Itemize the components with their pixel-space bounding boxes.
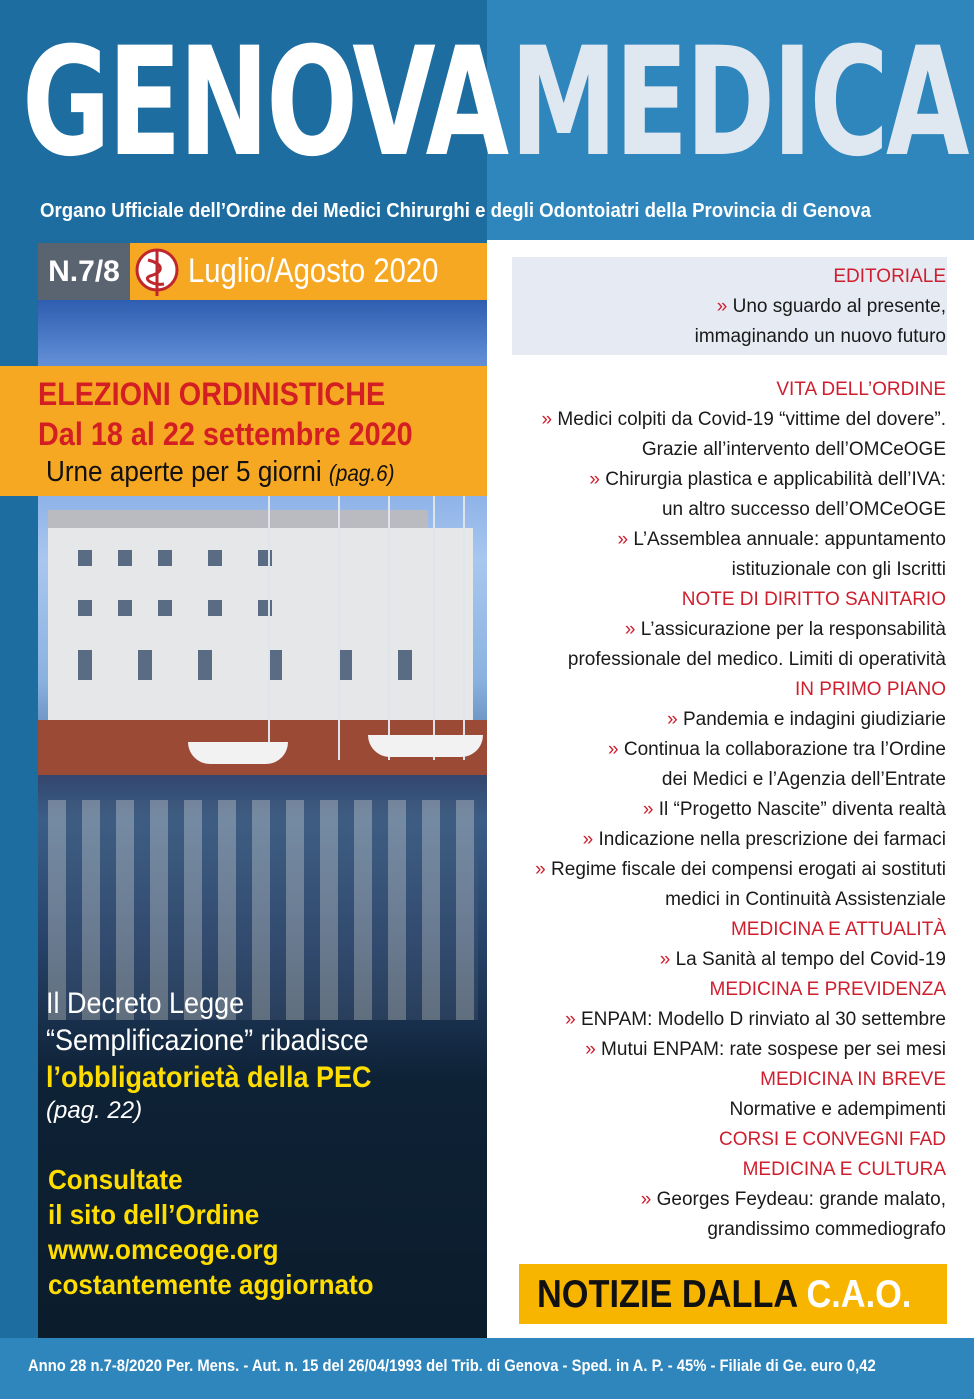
toc-section-primo-piano: IN PRIMO PIANO (795, 679, 946, 700)
toc-item-text: Uno sguardo al presente, (732, 296, 946, 317)
consult-line-4: costantemente aggiornato (48, 1269, 374, 1300)
toc-item-text: Medici colpiti da Covid-19 “vittime del dovere”. (557, 409, 946, 430)
bullet-icon: » (640, 1189, 652, 1210)
toc-section-breve: MEDICINA IN BREVE (760, 1069, 946, 1090)
toc-item (506, 1185, 946, 1215)
toc-section-corsi: CORSI E CONVEGNI FAD (719, 1129, 946, 1150)
decreto-line-2: “Semplificazione” ribadisce (46, 1024, 369, 1057)
window (398, 650, 412, 680)
toc-item-text: Il “Progetto Nascite” diventa realtà (658, 799, 946, 820)
masthead (0, 8, 974, 198)
window (118, 600, 132, 616)
toc-item-text: L’Assemblea annuale: appuntamento (633, 529, 946, 550)
boat-mast (463, 460, 465, 760)
window (78, 600, 92, 616)
toc-item-text: La Sanità al tempo del Covid-19 (675, 949, 946, 970)
toc-item-text: L’assicurazione per la responsabilità (640, 619, 946, 640)
window (138, 650, 152, 680)
toc-item: grandissimo commediografo (707, 1219, 946, 1240)
toc-section-cultura: MEDICINA E CULTURA (742, 1159, 946, 1180)
footer-text: Anno 28 n.7-8/2020 Per. Mens. - Aut. n. 15 del 26/04/1993 del Trib. di Genova - Sped. in A. P. - 45% - Filiale di Ge. euro 0,42 (28, 1356, 876, 1375)
window (208, 550, 222, 566)
election-note-text: Urne aperte per 5 giorni (46, 456, 322, 488)
toc-section-diritto: NOTE DI DIRITTO SANITARIO (681, 589, 946, 610)
toc-section-vita-ordine: VITA DELL’ORDINE (776, 379, 946, 400)
toc-item-text: ENPAM: Modello D rinviato al 30 settembre (580, 1009, 946, 1030)
boat-mast (338, 450, 340, 760)
window (78, 550, 92, 566)
decreto-line-1: Il Decreto Legge (46, 987, 245, 1020)
bullet-icon: » (541, 409, 553, 430)
consult-block (48, 1162, 398, 1302)
window (208, 600, 222, 616)
bullet-icon: » (642, 799, 654, 820)
consult-url: www.omceoge.org (48, 1234, 279, 1265)
bullet-icon: » (624, 619, 636, 640)
consult-line-1: Consultate (48, 1164, 183, 1195)
toc-item (506, 465, 946, 495)
cao-text: NOTIZIE DALLA (537, 1273, 797, 1316)
toc-item (506, 945, 946, 975)
bullet-icon: » (582, 829, 594, 850)
election-page-ref: (pag.6) (328, 460, 395, 486)
toc-item: istituzionale con gli Iscritti (731, 559, 946, 580)
decreto-block (46, 985, 476, 1126)
toc-item (506, 705, 946, 735)
bullet-icon: » (565, 1009, 576, 1030)
election-banner (0, 366, 487, 496)
toc-item: un altro successo dell’OMCeOGE (661, 499, 946, 520)
toc-item (506, 1035, 946, 1065)
bullet-icon: » (589, 469, 600, 490)
toc-item-text: Chirurgia plastica e applicabilità dell’IVA: (605, 469, 946, 490)
toc-section-previdenza: MEDICINA E PREVIDENZA (709, 979, 946, 1000)
boat (188, 742, 288, 764)
election-dates: Dal 18 al 22 settembre 2020 (38, 416, 413, 452)
toc-item-text: Continua la collaborazione tra l’Ordine (623, 739, 946, 760)
bullet-icon: » (659, 949, 671, 970)
bullet-icon: » (585, 1039, 596, 1060)
bullet-icon: » (617, 529, 629, 550)
toc-item (506, 795, 946, 825)
bullet-icon: » (608, 739, 619, 760)
toc-item (506, 855, 946, 885)
toc-item (506, 1005, 946, 1035)
issue-date: Luglio/Agosto 2020 (188, 252, 439, 290)
toc-item: dei Medici e l’Agenzia dell’Entrate (661, 769, 946, 790)
cao-highlight: C.A.O. (806, 1273, 912, 1316)
window (158, 600, 172, 616)
bullet-icon: » (667, 709, 678, 730)
toc-item: Normative e adempimenti (729, 1099, 946, 1120)
toc-item-text: Pandemia e indagini giudiziarie (682, 709, 946, 730)
toc-section-editoriale: EDITORIALE (833, 266, 946, 287)
issue-bar (38, 243, 487, 300)
decreto-highlight: l’obbligatorietà della PEC (46, 1061, 372, 1094)
toc-item (506, 615, 946, 645)
toc-item (506, 825, 946, 855)
window (158, 550, 172, 566)
toc-item: immaginando un nuovo futuro (694, 326, 946, 347)
toc-item: Grazie all’intervento dell’OMCeOGE (641, 439, 946, 460)
toc-item (506, 525, 946, 555)
boat-mast (268, 480, 270, 760)
bullet-icon: » (716, 296, 728, 317)
toc-item-text: Indicazione nella prescrizione dei farmaci (598, 829, 946, 850)
window (338, 650, 352, 680)
caduceus-logo-icon (134, 246, 180, 297)
toc-item (506, 405, 946, 435)
window (118, 550, 132, 566)
window (198, 650, 212, 680)
masthead-title-medica: MEDICA (510, 16, 967, 190)
toc-item: professionale del medico. Limiti di operatività (567, 649, 946, 670)
bullet-icon: » (535, 859, 546, 880)
toc-item-text: Mutui ENPAM: rate sospese per sei mesi (601, 1039, 946, 1060)
election-note (46, 456, 395, 489)
toc-item: medici in Continuità Assistenziale (665, 889, 946, 910)
decreto-page-ref: (pag. 22) (46, 1097, 143, 1124)
boat (368, 735, 483, 757)
window (78, 650, 92, 680)
toc-item-text: Georges Feydeau: grande malato, (656, 1189, 946, 1210)
masthead-subtitle: Organo Ufficiale dell’Ordine dei Medici Chirurghi e degli Odontoiatri della Provincia di Genova (40, 200, 871, 222)
table-of-contents (487, 240, 974, 1338)
window (268, 650, 282, 680)
toc-item-text: Regime fiscale dei compensi erogati ai sostituti (551, 859, 946, 880)
cao-banner (519, 1264, 947, 1324)
masthead-title-genova: GENOVA (22, 16, 507, 190)
cao-title (537, 1264, 911, 1326)
toc-list (506, 262, 946, 1245)
election-title: ELEZIONI ORDINISTICHE (38, 376, 386, 412)
toc-section-attualita: MEDICINA E ATTUALITÀ (730, 919, 946, 940)
toc-item (506, 292, 946, 322)
toc-item (506, 735, 946, 765)
issue-number: N.7/8 (38, 243, 130, 300)
building-roof (48, 510, 428, 530)
footer (0, 1338, 974, 1399)
consult-line-2: il sito dell’Ordine (48, 1199, 260, 1230)
